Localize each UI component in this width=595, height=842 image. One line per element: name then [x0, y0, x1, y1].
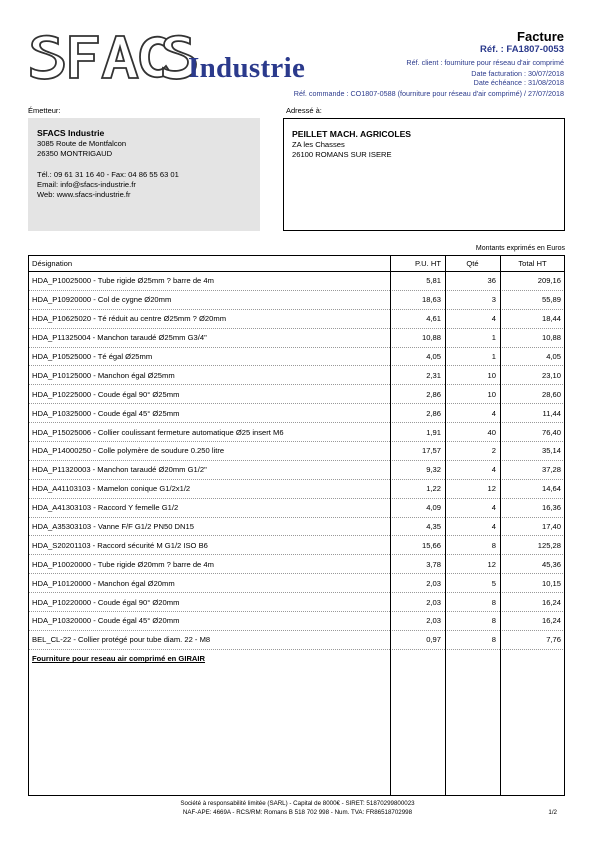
sfacs-logo-mark: [28, 30, 198, 86]
recipient-box: [283, 118, 565, 231]
table-row: [28, 309, 565, 328]
col-header-total: Total HT: [500, 256, 565, 272]
cell-designation: HDA_P10225000 - Coude égal 90° Ø25mm: [28, 385, 390, 404]
cell-unit-price: 4,05: [390, 347, 445, 366]
document-title: Facture: [517, 29, 564, 44]
cell-qty: 5: [445, 574, 500, 593]
table-row: [28, 630, 565, 649]
cell-designation: HDA_P10220000 - Coude égal 90° Ø20mm: [28, 593, 390, 612]
table-row: [28, 479, 565, 498]
cell-total: 125,28: [500, 536, 565, 555]
table-row: [28, 423, 565, 442]
table-row: [28, 328, 565, 347]
emitter-web: Web: www.sfacs-industrie.fr: [37, 190, 131, 200]
cell-total: 14,64: [500, 479, 565, 498]
cell-qty: 4: [445, 498, 500, 517]
cell-total: 209,16: [500, 272, 565, 291]
cell-designation: HDA_P10120000 - Manchon égal Ø20mm: [28, 574, 390, 593]
table-border-left: [28, 255, 29, 795]
cell-designation: HDA_P10025000 - Tube rigide Ø25mm ? barre de 4m: [28, 272, 390, 291]
line-items-table: [28, 255, 565, 668]
cell-qty: 12: [445, 555, 500, 574]
cell-unit-price: 18,63: [390, 290, 445, 309]
emitter-email: Email: info@sfacs-industrie.fr: [37, 179, 136, 189]
cell-unit-price: 2,03: [390, 574, 445, 593]
cell-qty: 12: [445, 479, 500, 498]
cell-designation: HDA_S20201103 - Raccord sécurité M G1/2 ISO B6: [28, 536, 390, 555]
table-note-row: [28, 649, 565, 667]
cell-unit-price: 1,22: [390, 479, 445, 498]
cell-designation: HDA_A35303103 - Vanne F/F G1/2 PN50 DN15: [28, 517, 390, 536]
invoice-reference: [480, 44, 564, 55]
cell-unit-price: 2,86: [390, 404, 445, 423]
cell-qty: 8: [445, 612, 500, 631]
cell-qty: 1: [445, 347, 500, 366]
table-divider-2: [445, 255, 446, 795]
recipient-address-2: 26100 ROMANS SUR ISERE: [292, 150, 392, 160]
cell-total: 28,60: [500, 385, 565, 404]
cell-designation: HDA_P10525000 - Té égal Ø25mm: [28, 347, 390, 366]
cell-designation: HDA_P10320000 - Coude égal 45° Ø20mm: [28, 612, 390, 631]
page-number: 1/2: [548, 809, 557, 816]
cell-total: 76,40: [500, 423, 565, 442]
order-reference: Réf. commande : CO1807-0588 (fourniture pour réseau d'air comprimé) / 27/07/2018: [293, 89, 564, 98]
col-header-qty: Qté: [445, 256, 500, 272]
cell-total: 16,24: [500, 612, 565, 631]
cell-designation: HDA_P10920000 - Col de cygne Ø20mm: [28, 290, 390, 309]
cell-total: 7,76: [500, 630, 565, 649]
table-border-right: [564, 255, 565, 795]
invoice-reference-value: FA1807-0053: [506, 44, 564, 55]
table-note: Fourniture pour reseau air comprimé en GIRAIR: [32, 654, 206, 664]
cell-total: 17,40: [500, 517, 565, 536]
table-row: [28, 442, 565, 461]
emitter-address-1: 3085 Route de Montfalcon: [37, 139, 127, 149]
footer-legal-line-2: NAF-APE: 4669A - RCS/RM: Romans B 518 702 998 - Num. TVA: FR86518702998: [182, 809, 413, 816]
cell-total: 37,28: [500, 460, 565, 479]
table-divider-1: [390, 255, 391, 795]
table-row: [28, 555, 565, 574]
cell-total: 35,14: [500, 442, 565, 461]
cell-qty: 10: [445, 366, 500, 385]
cell-qty: 8: [445, 630, 500, 649]
recipient-address-1: ZA les Chasses: [292, 140, 345, 150]
table-row: [28, 290, 565, 309]
cell-total: 10,88: [500, 328, 565, 347]
cell-total: 55,89: [500, 290, 565, 309]
cell-designation: HDA_P14000250 - Colle polymère de soudure 0.250 litre: [28, 442, 390, 461]
empty-cell: [500, 649, 565, 667]
col-header-unit-price: P.U. HT: [390, 256, 445, 272]
cell-qty: 4: [445, 517, 500, 536]
cell-designation: HDA_P10020000 - Tube rigide Ø20mm ? barre de 4m: [28, 555, 390, 574]
emitter-name: SFACS Industrie: [37, 128, 105, 138]
table-row: [28, 272, 565, 291]
empty-cell: [445, 649, 500, 667]
table-row: [28, 347, 565, 366]
table-row: [28, 366, 565, 385]
cell-designation: HDA_P10625020 - Té réduit au centre Ø25mm ? Ø20mm: [28, 309, 390, 328]
table-row: [28, 404, 565, 423]
cell-total: 4,05: [500, 347, 565, 366]
table-row: [28, 612, 565, 631]
cell-total: 23,10: [500, 366, 565, 385]
company-logo: [28, 30, 318, 90]
footer-legal-line-1: Société à responsabilité limitée (SARL) - Capital de 8000€ - SIRET: 51870299800023: [180, 800, 415, 807]
cell-unit-price: 10,88: [390, 328, 445, 347]
table-row: [28, 517, 565, 536]
cell-qty: 4: [445, 309, 500, 328]
cell-designation: HDA_P15025006 - Collier coulissant fermeture automatique Ø25 insert M6: [28, 423, 390, 442]
table-header-row: [28, 256, 565, 272]
invoice-date: Date facturation : 30/07/2018: [471, 69, 564, 78]
cell-qty: 1: [445, 328, 500, 347]
cell-unit-price: 1,91: [390, 423, 445, 442]
emitter-phone: Tél.: 09 61 31 16 40 - Fax: 04 86 55 63 01: [37, 169, 179, 179]
table-row: [28, 460, 565, 479]
cell-unit-price: 4,09: [390, 498, 445, 517]
cell-unit-price: 5,81: [390, 272, 445, 291]
cell-unit-price: 4,61: [390, 309, 445, 328]
table-row: [28, 574, 565, 593]
invoice-table: [28, 255, 565, 795]
emitter-box: [28, 118, 260, 231]
cell-qty: 4: [445, 404, 500, 423]
cell-qty: 8: [445, 536, 500, 555]
cell-total: 16,36: [500, 498, 565, 517]
recipient-name: PEILLET MACH. AGRICOLES: [292, 129, 412, 139]
cell-unit-price: 2,03: [390, 593, 445, 612]
recipient-label: Adressé à:: [286, 106, 322, 115]
cell-unit-price: 4,35: [390, 517, 445, 536]
table-divider-3: [500, 255, 501, 795]
cell-designation: HDA_P11320003 - Manchon taraudé Ø20mm G1/2": [28, 460, 390, 479]
cell-designation: HDA_A41303103 - Raccord Y femelle G1/2: [28, 498, 390, 517]
cell-qty: 4: [445, 460, 500, 479]
cell-unit-price: 2,03: [390, 612, 445, 631]
cell-total: 11,44: [500, 404, 565, 423]
table-row: [28, 593, 565, 612]
cell-unit-price: 3,78: [390, 555, 445, 574]
cell-unit-price: 15,66: [390, 536, 445, 555]
table-bottom-border: [28, 795, 565, 796]
cell-unit-price: 0,97: [390, 630, 445, 649]
cell-qty: 40: [445, 423, 500, 442]
logo-word-industrie: Industrie: [188, 52, 306, 84]
due-date: Date échéance : 31/08/2018: [473, 78, 564, 87]
client-reference: Réf. client : fourniture pour réseau d'air comprimé: [406, 58, 564, 67]
cell-total: 45,36: [500, 555, 565, 574]
cell-unit-price: 17,57: [390, 442, 445, 461]
cell-designation: BEL_CL-22 - Collier protégé pour tube diam. 22 - M8: [28, 630, 390, 649]
cell-qty: 10: [445, 385, 500, 404]
cell-total: 10,15: [500, 574, 565, 593]
cell-unit-price: 2,86: [390, 385, 445, 404]
cell-qty: 2: [445, 442, 500, 461]
table-row: [28, 498, 565, 517]
cell-unit-price: 9,32: [390, 460, 445, 479]
cell-designation: HDA_P10325000 - Coude égal 45° Ø25mm: [28, 404, 390, 423]
invoice-reference-label: Réf. :: [480, 44, 507, 55]
cell-designation: HDA_A41103103 - Mamelon conique G1/2x1/2: [28, 479, 390, 498]
table-row: [28, 385, 565, 404]
cell-qty: 36: [445, 272, 500, 291]
cell-qty: 8: [445, 593, 500, 612]
emitter-address-2: 26350 MONTRIGAUD: [37, 149, 113, 159]
cell-total: 18,44: [500, 309, 565, 328]
col-header-designation: Désignation: [28, 256, 390, 272]
cell-qty: 3: [445, 290, 500, 309]
emitter-label: Émetteur:: [28, 106, 61, 115]
cell-unit-price: 2,31: [390, 366, 445, 385]
currency-note: Montants exprimés en Euros: [475, 245, 565, 252]
cell-total: 16,24: [500, 593, 565, 612]
cell-designation: HDA_P11325004 - Manchon taraudé Ø25mm G3/4": [28, 328, 390, 347]
cell-designation: HDA_P10125000 - Manchon égal Ø25mm: [28, 366, 390, 385]
empty-cell: [390, 649, 445, 667]
table-row: [28, 536, 565, 555]
